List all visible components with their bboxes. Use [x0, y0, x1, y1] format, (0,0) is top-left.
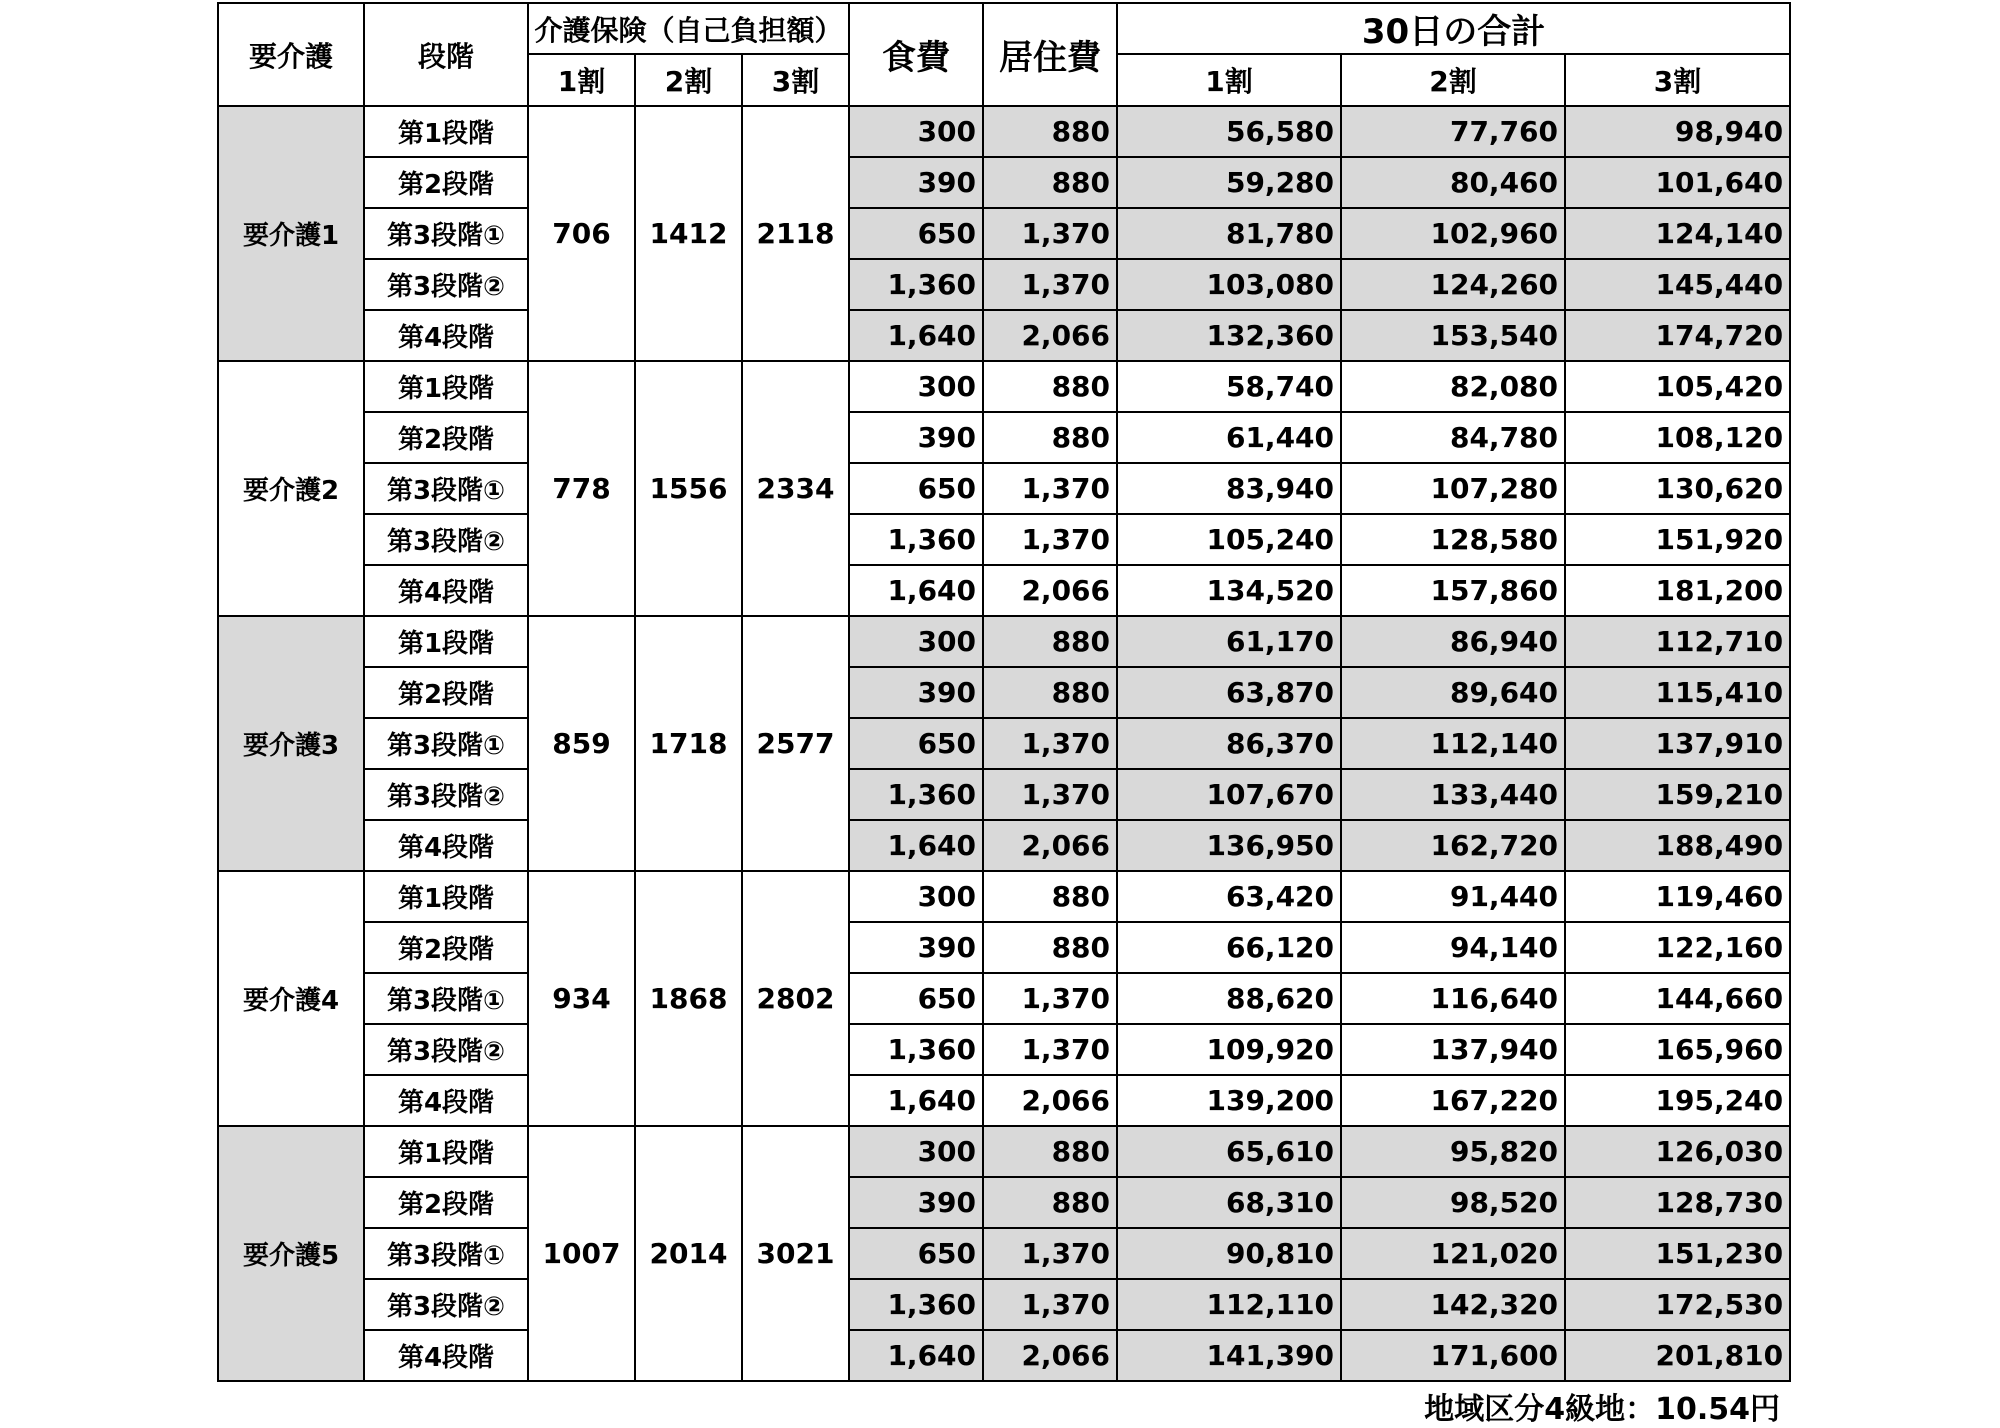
care-level-cell: 要介護2 — [218, 361, 364, 616]
insurance-rate3-cell: 2802 — [742, 871, 849, 1126]
total-rate3-cell: 145,440 — [1565, 259, 1790, 310]
header-ins-rate3: 3割 — [742, 54, 849, 106]
total-rate2-cell: 107,280 — [1341, 463, 1565, 514]
total-rate1-cell: 134,520 — [1117, 565, 1341, 616]
footnote: 地域区分4級地：10.54円 — [1424, 1392, 1780, 1427]
stage-cell: 第1段階 — [364, 106, 528, 157]
total-rate2-cell: 77,760 — [1341, 106, 1565, 157]
table-row — [218, 565, 1790, 616]
care-level-cell: 要介護5 — [218, 1126, 364, 1381]
total-rate1-cell: 90,810 — [1117, 1228, 1341, 1279]
insurance-rate2-cell: 1412 — [635, 106, 742, 361]
residence-cost-cell: 1,370 — [983, 208, 1117, 259]
total-rate3-cell: 151,920 — [1565, 514, 1790, 565]
table-row — [218, 820, 1790, 871]
food-cost-cell: 300 — [849, 361, 983, 412]
residence-cost-cell: 1,370 — [983, 973, 1117, 1024]
food-cost-cell: 1,360 — [849, 259, 983, 310]
total-rate2-cell: 157,860 — [1341, 565, 1565, 616]
total-rate3-cell: 101,640 — [1565, 157, 1790, 208]
table-row — [218, 310, 1790, 361]
insurance-rate3-cell: 3021 — [742, 1126, 849, 1381]
table-row — [218, 412, 1790, 463]
total-rate2-cell: 112,140 — [1341, 718, 1565, 769]
total-rate3-cell: 195,240 — [1565, 1075, 1790, 1126]
food-cost-cell: 300 — [849, 871, 983, 922]
total-rate1-cell: 58,740 — [1117, 361, 1341, 412]
total-rate1-cell: 66,120 — [1117, 922, 1341, 973]
food-cost-cell: 390 — [849, 922, 983, 973]
table-row — [218, 259, 1790, 310]
total-rate1-cell: 81,780 — [1117, 208, 1341, 259]
total-rate2-cell: 91,440 — [1341, 871, 1565, 922]
food-cost-cell: 650 — [849, 208, 983, 259]
residence-cost-cell: 2,066 — [983, 1330, 1117, 1381]
stage-cell: 第2段階 — [364, 1177, 528, 1228]
stage-cell: 第1段階 — [364, 871, 528, 922]
total-rate1-cell: 83,940 — [1117, 463, 1341, 514]
stage-cell: 第3段階① — [364, 208, 528, 259]
stage-cell: 第2段階 — [364, 157, 528, 208]
total-rate3-cell: 105,420 — [1565, 361, 1790, 412]
total-rate2-cell: 171,600 — [1341, 1330, 1565, 1381]
total-rate1-cell: 105,240 — [1117, 514, 1341, 565]
insurance-rate1-cell: 859 — [528, 616, 635, 871]
table-row — [218, 1075, 1790, 1126]
table-row — [218, 769, 1790, 820]
total-rate1-cell: 112,110 — [1117, 1279, 1341, 1330]
table-row — [218, 208, 1790, 259]
food-cost-cell: 390 — [849, 667, 983, 718]
header-ins-rate2: 2割 — [635, 54, 742, 106]
table-row — [218, 616, 1790, 667]
stage-cell: 第2段階 — [364, 667, 528, 718]
stage-cell: 第3段階② — [364, 259, 528, 310]
header-ins-rate1: 1割 — [528, 54, 635, 106]
header-insurance: 介護保険（自己負担額） — [528, 3, 849, 54]
food-cost-cell: 1,360 — [849, 514, 983, 565]
residence-cost-cell: 1,370 — [983, 769, 1117, 820]
food-cost-cell: 1,640 — [849, 1075, 983, 1126]
food-cost-cell: 650 — [849, 1228, 983, 1279]
residence-cost-cell: 880 — [983, 871, 1117, 922]
food-cost-cell: 300 — [849, 106, 983, 157]
total-rate2-cell: 167,220 — [1341, 1075, 1565, 1126]
residence-cost-cell: 880 — [983, 616, 1117, 667]
total-rate2-cell: 128,580 — [1341, 514, 1565, 565]
residence-cost-cell: 1,370 — [983, 514, 1117, 565]
total-rate1-cell: 139,200 — [1117, 1075, 1341, 1126]
total-rate1-cell: 109,920 — [1117, 1024, 1341, 1075]
stage-cell: 第4段階 — [364, 310, 528, 361]
total-rate1-cell: 56,580 — [1117, 106, 1341, 157]
total-rate2-cell: 95,820 — [1341, 1126, 1565, 1177]
total-rate1-cell: 59,280 — [1117, 157, 1341, 208]
total-rate1-cell: 65,610 — [1117, 1126, 1341, 1177]
total-rate1-cell: 88,620 — [1117, 973, 1341, 1024]
total-rate3-cell: 124,140 — [1565, 208, 1790, 259]
table-row — [218, 718, 1790, 769]
stage-cell: 第3段階① — [364, 1228, 528, 1279]
residence-cost-cell: 2,066 — [983, 310, 1117, 361]
table-row — [218, 514, 1790, 565]
insurance-rate3-cell: 2118 — [742, 106, 849, 361]
residence-cost-cell: 880 — [983, 157, 1117, 208]
residence-cost-cell: 880 — [983, 1126, 1117, 1177]
care-level-cell: 要介護1 — [218, 106, 364, 361]
table-row — [218, 667, 1790, 718]
stage-cell: 第1段階 — [364, 1126, 528, 1177]
total-rate3-cell: 137,910 — [1565, 718, 1790, 769]
food-cost-cell: 390 — [849, 157, 983, 208]
total-rate1-cell: 103,080 — [1117, 259, 1341, 310]
table-row — [218, 463, 1790, 514]
table-row — [218, 361, 1790, 412]
total-rate1-cell: 63,420 — [1117, 871, 1341, 922]
table-row — [218, 106, 1790, 157]
total-rate2-cell: 121,020 — [1341, 1228, 1565, 1279]
stage-cell: 第3段階② — [364, 769, 528, 820]
food-cost-cell: 1,640 — [849, 820, 983, 871]
stage-cell: 第4段階 — [364, 1075, 528, 1126]
total-rate3-cell: 122,160 — [1565, 922, 1790, 973]
food-cost-cell: 650 — [849, 718, 983, 769]
food-cost-cell: 1,640 — [849, 1330, 983, 1381]
total-rate2-cell: 102,960 — [1341, 208, 1565, 259]
total-rate2-cell: 84,780 — [1341, 412, 1565, 463]
table-row — [218, 922, 1790, 973]
stage-cell: 第4段階 — [364, 1330, 528, 1381]
total-rate3-cell: 126,030 — [1565, 1126, 1790, 1177]
stage-cell: 第3段階① — [364, 973, 528, 1024]
total-rate1-cell: 63,870 — [1117, 667, 1341, 718]
fee-table — [217, 2, 1791, 1382]
header-food: 食費 — [849, 3, 983, 106]
residence-cost-cell: 1,370 — [983, 1024, 1117, 1075]
total-rate2-cell: 80,460 — [1341, 157, 1565, 208]
food-cost-cell: 650 — [849, 973, 983, 1024]
stage-cell: 第1段階 — [364, 361, 528, 412]
insurance-rate2-cell: 2014 — [635, 1126, 742, 1381]
total-rate3-cell: 98,940 — [1565, 106, 1790, 157]
residence-cost-cell: 880 — [983, 667, 1117, 718]
stage-cell: 第4段階 — [364, 820, 528, 871]
header-total-rate1: 1割 — [1117, 54, 1341, 106]
header-care-level: 要介護 — [218, 3, 364, 106]
total-rate3-cell: 172,530 — [1565, 1279, 1790, 1330]
total-rate1-cell: 136,950 — [1117, 820, 1341, 871]
food-cost-cell: 1,360 — [849, 1024, 983, 1075]
insurance-rate3-cell: 2334 — [742, 361, 849, 616]
table-row — [218, 1024, 1790, 1075]
total-rate3-cell: 112,710 — [1565, 616, 1790, 667]
food-cost-cell: 1,360 — [849, 769, 983, 820]
total-rate2-cell: 82,080 — [1341, 361, 1565, 412]
header-total: 30日の合計 — [1117, 3, 1790, 54]
total-rate3-cell: 181,200 — [1565, 565, 1790, 616]
insurance-rate2-cell: 1718 — [635, 616, 742, 871]
stage-cell: 第3段階① — [364, 718, 528, 769]
stage-cell: 第1段階 — [364, 616, 528, 667]
table-header — [218, 3, 1790, 106]
table-row — [218, 1279, 1790, 1330]
total-rate3-cell: 119,460 — [1565, 871, 1790, 922]
insurance-rate2-cell: 1868 — [635, 871, 742, 1126]
total-rate1-cell: 132,360 — [1117, 310, 1341, 361]
insurance-rate1-cell: 778 — [528, 361, 635, 616]
food-cost-cell: 650 — [849, 463, 983, 514]
table-row — [218, 871, 1790, 922]
total-rate2-cell: 98,520 — [1341, 1177, 1565, 1228]
total-rate2-cell: 89,640 — [1341, 667, 1565, 718]
total-rate1-cell: 61,440 — [1117, 412, 1341, 463]
insurance-rate2-cell: 1556 — [635, 361, 742, 616]
total-rate3-cell: 165,960 — [1565, 1024, 1790, 1075]
food-cost-cell: 300 — [849, 616, 983, 667]
header-total-rate3: 3割 — [1565, 54, 1790, 106]
food-cost-cell: 300 — [849, 1126, 983, 1177]
total-rate1-cell: 68,310 — [1117, 1177, 1341, 1228]
header-stage: 段階 — [364, 3, 528, 106]
residence-cost-cell: 880 — [983, 361, 1117, 412]
total-rate3-cell: 115,410 — [1565, 667, 1790, 718]
table-row — [218, 973, 1790, 1024]
insurance-rate1-cell: 1007 — [528, 1126, 635, 1381]
care-level-cell: 要介護4 — [218, 871, 364, 1126]
stage-cell: 第3段階① — [364, 463, 528, 514]
table-row — [218, 1330, 1790, 1381]
total-rate3-cell: 144,660 — [1565, 973, 1790, 1024]
residence-cost-cell: 1,370 — [983, 259, 1117, 310]
food-cost-cell: 1,640 — [849, 565, 983, 616]
total-rate1-cell: 61,170 — [1117, 616, 1341, 667]
insurance-rate1-cell: 934 — [528, 871, 635, 1126]
table-row — [218, 1126, 1790, 1177]
total-rate2-cell: 94,140 — [1341, 922, 1565, 973]
food-cost-cell: 390 — [849, 1177, 983, 1228]
stage-cell: 第2段階 — [364, 922, 528, 973]
total-rate1-cell: 86,370 — [1117, 718, 1341, 769]
total-rate3-cell: 201,810 — [1565, 1330, 1790, 1381]
total-rate2-cell: 86,940 — [1341, 616, 1565, 667]
total-rate3-cell: 151,230 — [1565, 1228, 1790, 1279]
residence-cost-cell: 880 — [983, 922, 1117, 973]
table-body — [218, 106, 1790, 1381]
residence-cost-cell: 2,066 — [983, 565, 1117, 616]
total-rate2-cell: 142,320 — [1341, 1279, 1565, 1330]
total-rate2-cell: 162,720 — [1341, 820, 1565, 871]
total-rate3-cell: 108,120 — [1565, 412, 1790, 463]
residence-cost-cell: 1,370 — [983, 1279, 1117, 1330]
header-residence: 居住費 — [983, 3, 1117, 106]
total-rate2-cell: 137,940 — [1341, 1024, 1565, 1075]
total-rate3-cell: 130,620 — [1565, 463, 1790, 514]
total-rate3-cell: 128,730 — [1565, 1177, 1790, 1228]
residence-cost-cell: 1,370 — [983, 718, 1117, 769]
stage-cell: 第2段階 — [364, 412, 528, 463]
stage-cell: 第3段階② — [364, 1024, 528, 1075]
residence-cost-cell: 2,066 — [983, 820, 1117, 871]
care-level-cell: 要介護3 — [218, 616, 364, 871]
residence-cost-cell: 880 — [983, 106, 1117, 157]
total-rate1-cell: 107,670 — [1117, 769, 1341, 820]
header-total-rate2: 2割 — [1341, 54, 1565, 106]
stage-cell: 第4段階 — [364, 565, 528, 616]
table-row — [218, 1228, 1790, 1279]
food-cost-cell: 1,640 — [849, 310, 983, 361]
total-rate3-cell: 174,720 — [1565, 310, 1790, 361]
stage-cell: 第3段階② — [364, 514, 528, 565]
total-rate2-cell: 153,540 — [1341, 310, 1565, 361]
table-row — [218, 1177, 1790, 1228]
residence-cost-cell: 1,370 — [983, 1228, 1117, 1279]
table-row — [218, 157, 1790, 208]
stage-cell: 第3段階② — [364, 1279, 528, 1330]
food-cost-cell: 390 — [849, 412, 983, 463]
insurance-rate3-cell: 2577 — [742, 616, 849, 871]
food-cost-cell: 1,360 — [849, 1279, 983, 1330]
insurance-rate1-cell: 706 — [528, 106, 635, 361]
total-rate3-cell: 159,210 — [1565, 769, 1790, 820]
total-rate1-cell: 141,390 — [1117, 1330, 1341, 1381]
residence-cost-cell: 880 — [983, 412, 1117, 463]
residence-cost-cell: 2,066 — [983, 1075, 1117, 1126]
residence-cost-cell: 1,370 — [983, 463, 1117, 514]
residence-cost-cell: 880 — [983, 1177, 1117, 1228]
total-rate2-cell: 116,640 — [1341, 973, 1565, 1024]
total-rate2-cell: 133,440 — [1341, 769, 1565, 820]
total-rate3-cell: 188,490 — [1565, 820, 1790, 871]
total-rate2-cell: 124,260 — [1341, 259, 1565, 310]
